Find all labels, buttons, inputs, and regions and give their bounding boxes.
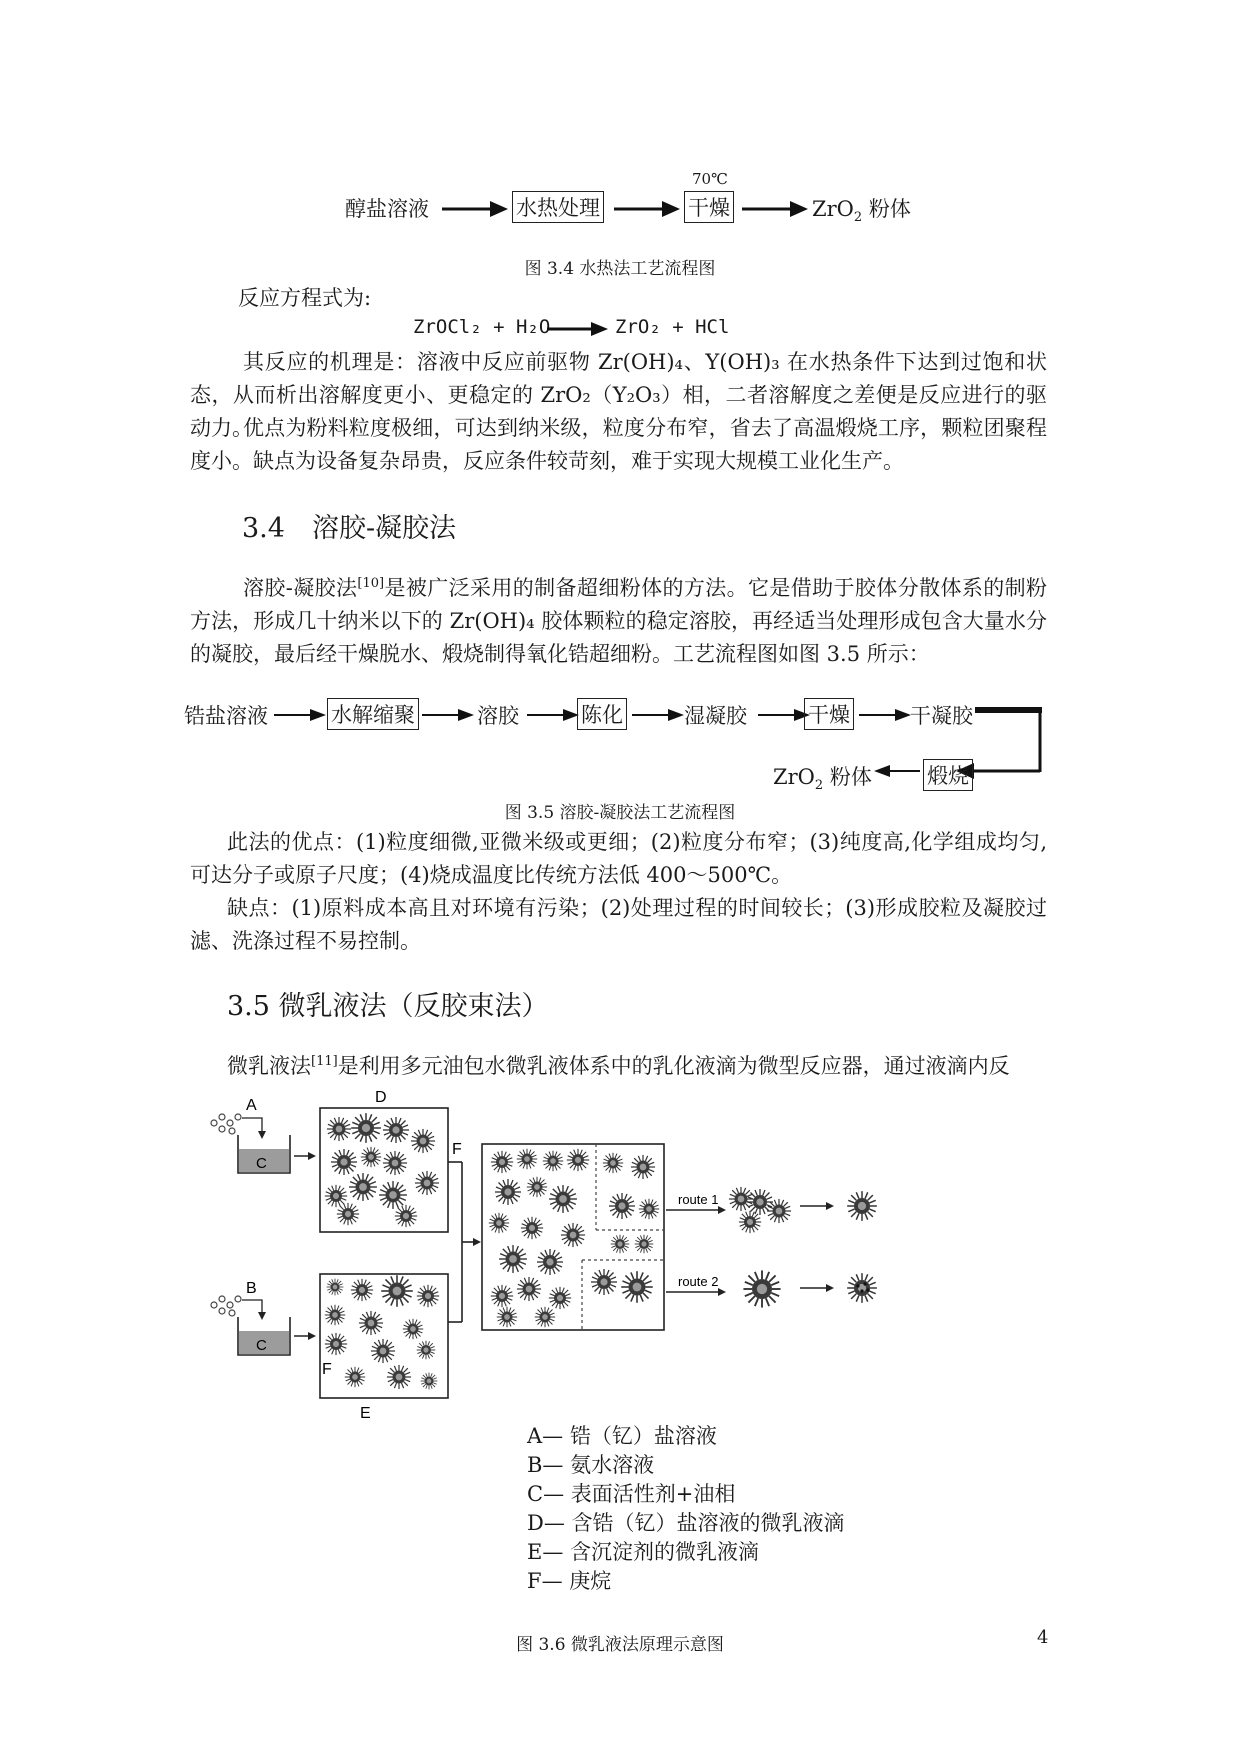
- fig35-node-7: 干凝胶: [910, 704, 973, 728]
- label-b: B: [246, 1280, 257, 1297]
- fig35-node-3: 溶胶: [477, 704, 519, 728]
- page-number: 4: [1037, 1627, 1049, 1648]
- fig34-step1: 水热处理: [512, 191, 604, 223]
- fig36-caption: 图 3.6 微乳液法原理示意图: [516, 1635, 724, 1655]
- section-heading-3-4: 3.4 溶胶-凝胶法: [242, 513, 457, 544]
- arrow-icon: [272, 705, 328, 725]
- section-heading-3-5: 3.5 微乳液法（反胶束法）: [227, 991, 549, 1022]
- label-c2: C: [256, 1337, 267, 1354]
- fig35-node-8: 煅烧: [923, 759, 973, 791]
- fig34-caption: 图 3.4 水热法工艺流程图: [524, 259, 716, 279]
- fig34-temp: 70℃: [692, 170, 728, 188]
- label-e: E: [360, 1405, 371, 1422]
- arrow-icon: [525, 705, 581, 725]
- route-1-label: route 1: [678, 1192, 719, 1207]
- arrow-icon: [630, 705, 686, 725]
- fig35-node-6: 干燥: [804, 698, 854, 730]
- legend-item-e: E— 含沉淀剂的微乳液滴: [527, 1540, 760, 1564]
- fig35-node-1: 锆盐溶液: [184, 704, 268, 728]
- label-c1: C: [256, 1155, 267, 1172]
- reaction-right: ZrO₂ + HCl: [615, 316, 730, 338]
- fig34-end: ZrO$_2$ 粉体: [812, 197, 911, 226]
- product-particle-2: [847, 1273, 877, 1303]
- label-a: A: [246, 1097, 257, 1114]
- arrow-icon: [420, 705, 476, 725]
- arrow-icon: [740, 198, 810, 220]
- fig34-start: 醇盐溶液: [345, 197, 429, 221]
- product-particle-1: [847, 1191, 877, 1221]
- fig34-step2: 干燥: [684, 191, 734, 223]
- fig35-node-4: 陈化: [577, 698, 627, 730]
- legend-item-c: C— 表面活性剂+油相: [527, 1482, 736, 1506]
- reaction-left: ZrOCl₂ + H₂O: [413, 316, 551, 338]
- paragraph-microemulsion: 微乳液法[11]是利用多元油包水微乳液体系中的乳化液滴为微型反应器，通过液滴内反: [227, 1054, 1010, 1078]
- fused-micelle: [743, 1270, 780, 1307]
- legend-item-f: F— 庚烷: [527, 1569, 612, 1593]
- paragraph-mechanism: 其反应的机理是：溶液中反应前驱物 Zr(OH)₄、Y(OH)₃ 在水热条件下达到过饱和状态，从而析出溶解度更小、更稳定的 ZrO₂（Y₂O₃）相，二者溶解度之差便是反应进行的驱动力。: [190, 350, 1047, 440]
- label-d: D: [375, 1089, 387, 1106]
- paragraph-solgel: 溶胶-凝胶法[10]是被广泛采用的制备超细粉体的方法。它是借助于胶体分散体系的制粉方法，形成几十纳米以下的 Zr(OH)₄ 胶体颗粒的稳定溶胶，再经适当处理形成包含大量水分的凝胶，最后经干燥脱水、煅烧制得氧化锆超细粉。工艺流程图如图 3.5 所示：: [190, 576, 1047, 666]
- legend-item-d: D— 含锆（钇）盐溶液的微乳液滴: [527, 1511, 845, 1535]
- paragraph-advantages: 此法的优点：(1)粒度细微,亚微米级或更细；(2)粒度分布窄；(3)纯度高,化学组成均匀,可达分子或原子尺度；(4)烧成温度比传统方法低 400～500℃。: [190, 830, 1047, 887]
- route-2-label: route 2: [678, 1274, 719, 1289]
- merge-connector: [448, 1162, 475, 1322]
- label-f2: F: [322, 1361, 332, 1378]
- reaction-intro: 反应方程式为:: [238, 286, 372, 310]
- micelle-aggregate: [729, 1187, 791, 1233]
- fig35-node-9: ZrO$_2$ 粉体: [773, 765, 872, 794]
- label-f1: F: [452, 1141, 462, 1158]
- fig35-caption: 图 3.5 溶胶-凝胶法工艺流程图: [504, 803, 736, 823]
- fig35-node-5: 湿凝胶: [684, 704, 747, 728]
- dots-icon: [211, 1114, 241, 1134]
- arrow-icon: [440, 198, 510, 220]
- paragraph-pros-cons: 优点为粉料粒度极细，可达到纳米级，粒度分布窄，省去了高温煅烧工序，颗粒团聚程度小。缺点为设备复杂昂贵，反应条件较苛刻，难于实现大规模工业化生产。: [190, 416, 1047, 473]
- legend-item-a: A— 锆（钇）盐溶液: [527, 1424, 717, 1448]
- figure-3-6-diagram: [210, 1088, 1040, 1428]
- legend-item-b: B— 氨水溶液: [527, 1453, 655, 1477]
- arrow-icon: [545, 319, 610, 339]
- paragraph-disadvantages: 缺点：(1)原料成本高且对环境有污染；(2)处理过程的时间较长；(3)形成胶粒及凝胶过滤、洗涤过程不易控制。: [190, 896, 1047, 953]
- dots-icon: [211, 1296, 241, 1316]
- arrow-icon: [612, 198, 682, 220]
- fig35-node-2: 水解缩聚: [327, 698, 419, 730]
